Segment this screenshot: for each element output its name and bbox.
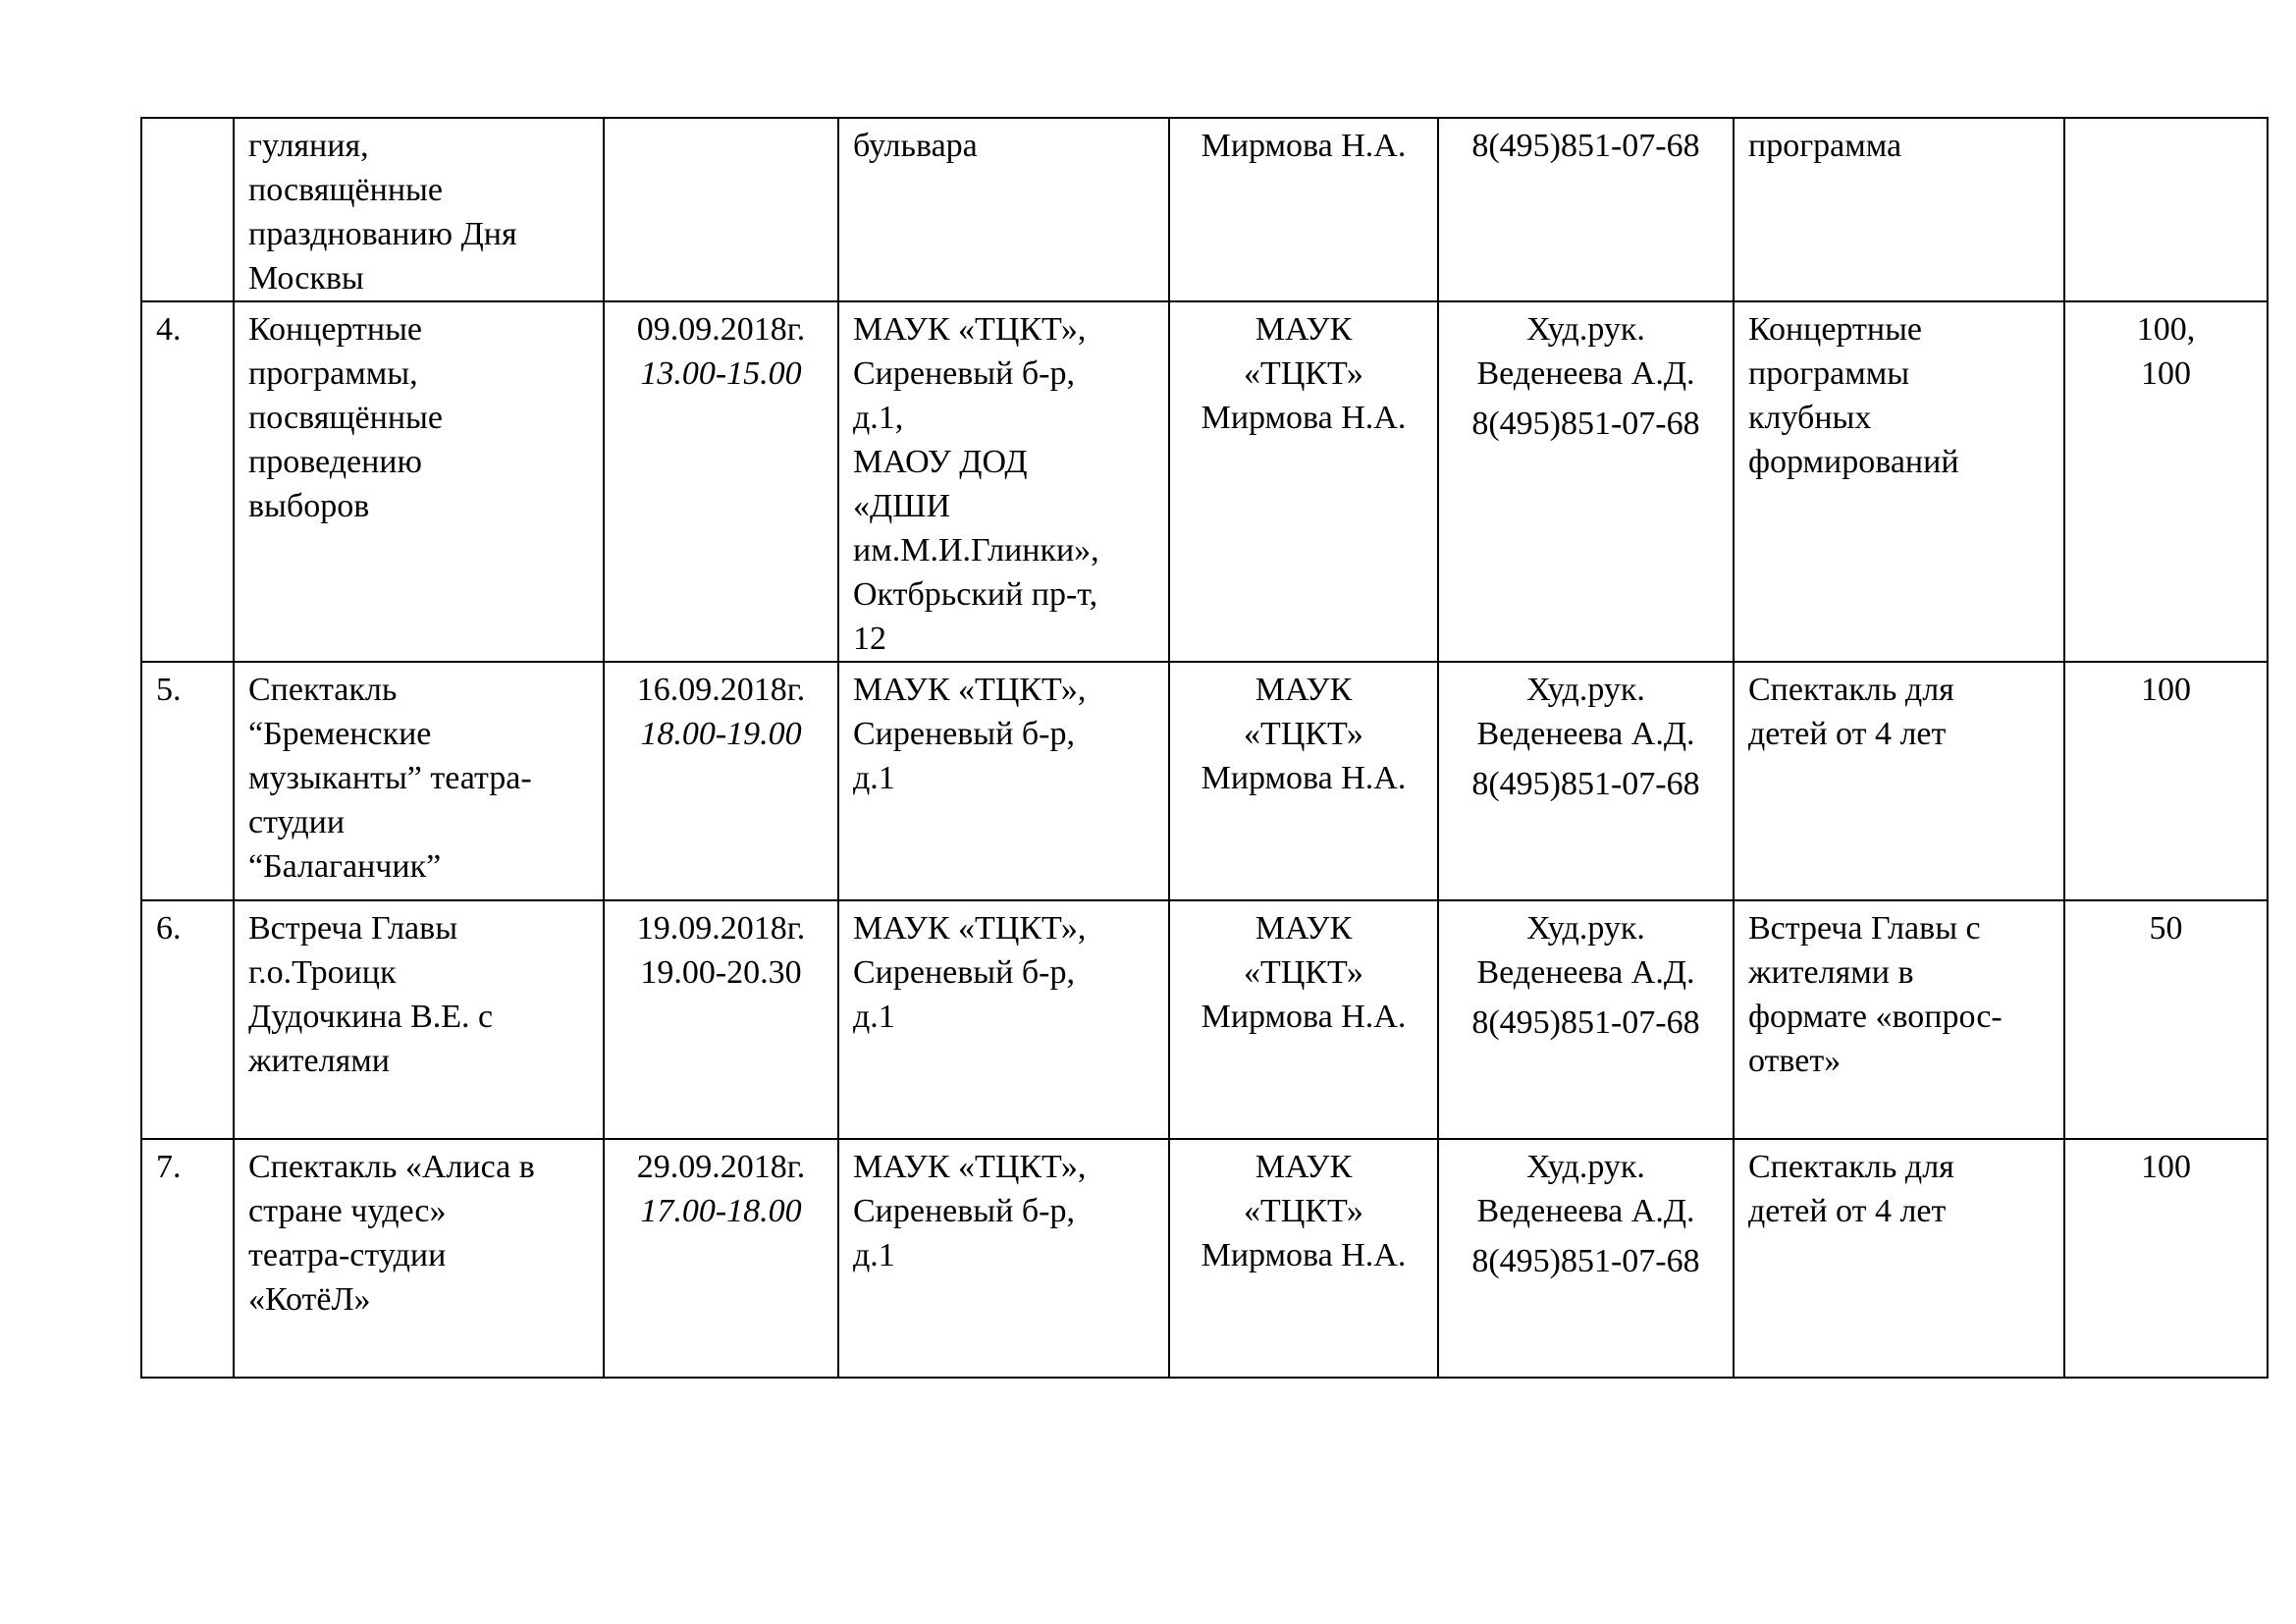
cell-responsible: [1438, 662, 1734, 900]
cell-organizer: [1169, 1139, 1438, 1378]
cell-line: 13.00-15.00: [640, 355, 802, 392]
table-body: [141, 118, 2268, 1378]
cell-line: МАУК: [1255, 1149, 1353, 1185]
cell-date-time: [604, 1139, 838, 1378]
cell-organizer: [1169, 900, 1438, 1139]
cell-line: жителями: [248, 1043, 390, 1079]
cell-event-name: [234, 1139, 604, 1378]
cell-line: Спектакль: [248, 672, 398, 708]
cell-date-time: [604, 662, 838, 900]
cell-line: Спектакль «Алиса в: [248, 1149, 535, 1185]
cell-responsible: [1438, 900, 1734, 1139]
cell-line: Худ.рук.: [1526, 1149, 1645, 1185]
cell-attendance: [2064, 1139, 2268, 1378]
cell-line: Худ.рук.: [1526, 672, 1645, 708]
cell-line: студии: [248, 804, 346, 840]
cell-line: Спектакль для: [1748, 672, 1954, 708]
cell-line: 17.00-18.00: [640, 1193, 802, 1229]
events-table: [140, 117, 2269, 1379]
cell-attendance: [2064, 118, 2268, 301]
cell-line: «ТЦКТ»: [1244, 355, 1363, 392]
table-row: [141, 301, 2268, 662]
cell-line: детей от 4 лет: [1748, 716, 1947, 752]
cell-organizer: [1169, 301, 1438, 662]
cell-line: 100: [2141, 1149, 2191, 1185]
cell-line: театра-студии: [248, 1237, 447, 1273]
cell-line: 50: [2149, 910, 2183, 947]
cell-line: детей от 4 лет: [1748, 1193, 1947, 1229]
cell-line: посвящённые: [248, 172, 443, 208]
cell-line: 29.09.2018г.: [636, 1149, 806, 1185]
cell-line: 16.09.2018г.: [636, 672, 806, 708]
cell-organizer: [1169, 118, 1438, 301]
cell-line: д.1: [853, 999, 895, 1035]
phone-number: 8(495)851-07-68: [1471, 1243, 1700, 1279]
phone-number: 8(495)851-07-68: [1471, 766, 1700, 802]
cell-date-time: [604, 900, 838, 1139]
cell-line: 100,: [2136, 311, 2196, 348]
cell-attendance: [2064, 301, 2268, 662]
cell-description: [1734, 1139, 2064, 1378]
cell-line: жителями в: [1748, 954, 1914, 991]
cell-line: музыканты” театра-: [248, 760, 532, 796]
cell-line: выборов: [248, 488, 370, 524]
cell-date-time: [604, 301, 838, 662]
cell-line: МАУК: [1255, 672, 1353, 708]
cell-line: Мирмова Н.А.: [1201, 128, 1407, 164]
cell-organizer: [1169, 662, 1438, 900]
cell-line: 5.: [156, 672, 182, 708]
cell-line: д.1,: [853, 400, 904, 436]
table-row: [141, 900, 2268, 1139]
cell-line: МАУК «ТЦКТ»,: [853, 1149, 1087, 1185]
cell-venue: [838, 900, 1169, 1139]
cell-line: 09.09.2018г.: [636, 311, 806, 348]
cell-attendance: [2064, 662, 2268, 900]
cell-event-name: [234, 900, 604, 1139]
cell-event-name: [234, 301, 604, 662]
cell-date-time: [604, 118, 838, 301]
cell-responsible: [1438, 301, 1734, 662]
cell-event-name: [234, 662, 604, 900]
cell-line: Сиреневый б-р,: [853, 1193, 1075, 1229]
cell-line: 6.: [156, 910, 182, 947]
cell-line: 100: [2141, 355, 2191, 392]
cell-description: [1734, 301, 2064, 662]
cell-line: Веденеева А.Д.: [1476, 355, 1695, 392]
cell-line: программы,: [248, 355, 418, 392]
cell-line: «ДШИ: [853, 488, 951, 524]
cell-line: Мирмова Н.А.: [1201, 760, 1407, 796]
cell-line: 4.: [156, 311, 182, 348]
cell-line: МАУК: [1255, 910, 1353, 947]
cell-number: [141, 301, 234, 662]
cell-line: МАУК «ТЦКТ»,: [853, 910, 1087, 947]
table-row: [141, 118, 2268, 301]
cell-line: Концертные: [248, 311, 423, 348]
cell-line: проведению: [248, 444, 422, 480]
cell-line: Дудочкина В.Е. с: [248, 999, 494, 1035]
cell-line: Веденеева А.Д.: [1476, 1193, 1695, 1229]
cell-line: бульвара: [853, 128, 978, 164]
cell-line: 100: [2141, 672, 2191, 708]
cell-line: 7.: [156, 1149, 182, 1185]
cell-responsible: [1438, 118, 1734, 301]
cell-line: Мирмова Н.А.: [1201, 1237, 1407, 1273]
cell-line: Встреча Главы: [248, 910, 458, 947]
cell-line: д.1: [853, 1237, 895, 1273]
cell-description: [1734, 900, 2064, 1139]
cell-venue: [838, 662, 1169, 900]
cell-line: «КотёЛ»: [248, 1281, 371, 1318]
cell-line: формирований: [1748, 444, 1959, 480]
cell-line: «ТЦКТ»: [1244, 1193, 1363, 1229]
cell-line: клубных: [1748, 400, 1872, 436]
cell-line: 18.00-19.00: [640, 716, 802, 752]
cell-line: Мирмова Н.А.: [1201, 400, 1407, 436]
cell-line: “Бременские: [248, 716, 432, 752]
cell-number: [141, 118, 234, 301]
cell-line: программы: [1748, 355, 1910, 392]
cell-line: Концертные: [1748, 311, 1923, 348]
cell-line: г.о.Троицк: [248, 954, 397, 991]
cell-line: посвящённые: [248, 400, 443, 436]
cell-line: Сиреневый б-р,: [853, 716, 1075, 752]
cell-line: формате «вопрос-: [1748, 999, 2002, 1035]
table-row: [141, 662, 2268, 900]
cell-line: Веденеева А.Д.: [1476, 954, 1695, 991]
cell-line: МАУК «ТЦКТ»,: [853, 311, 1087, 348]
cell-line: Москвы: [248, 260, 364, 297]
cell-line: ответ»: [1748, 1043, 1842, 1079]
cell-line: «ТЦКТ»: [1244, 716, 1363, 752]
phone-number: 8(495)851-07-68: [1471, 1004, 1700, 1041]
cell-number: [141, 662, 234, 900]
cell-number: [141, 900, 234, 1139]
cell-line: д.1: [853, 760, 895, 796]
cell-line: Сиреневый б-р,: [853, 954, 1075, 991]
cell-line: 12: [853, 621, 886, 657]
cell-line: Спектакль для: [1748, 1149, 1954, 1185]
cell-venue: [838, 301, 1169, 662]
cell-line: Худ.рук.: [1526, 311, 1645, 348]
cell-line: Сиреневый б-р,: [853, 355, 1075, 392]
cell-line: программа: [1748, 128, 1902, 164]
cell-line: стране чудес»: [248, 1193, 447, 1229]
cell-line: Худ.рук.: [1526, 910, 1645, 947]
cell-line: Встреча Главы с: [1748, 910, 1981, 947]
cell-line: Веденеева А.Д.: [1476, 716, 1695, 752]
cell-line: 19.00-20.30: [640, 954, 802, 991]
phone-number: 8(495)851-07-68: [1471, 406, 1700, 442]
cell-line: «ТЦКТ»: [1244, 954, 1363, 991]
cell-line: МАУК «ТЦКТ»,: [853, 672, 1087, 708]
cell-responsible: [1438, 1139, 1734, 1378]
cell-line: Октбрьский пр-т,: [853, 576, 1098, 613]
cell-line: МАУК: [1255, 311, 1353, 348]
cell-number: [141, 1139, 234, 1378]
cell-line: Мирмова Н.А.: [1201, 999, 1407, 1035]
cell-attendance: [2064, 900, 2268, 1139]
cell-line: гуляния,: [248, 128, 369, 164]
table-row: [141, 1139, 2268, 1378]
cell-line: празднованию Дня: [248, 216, 517, 252]
cell-line: им.М.И.Глинки»,: [853, 532, 1099, 568]
cell-description: [1734, 662, 2064, 900]
cell-description: [1734, 118, 2064, 301]
cell-venue: [838, 118, 1169, 301]
cell-line: 19.09.2018г.: [636, 910, 806, 947]
cell-line: МАОУ ДОД: [853, 444, 1028, 480]
cell-event-name: [234, 118, 604, 301]
phone-number: 8(495)851-07-68: [1471, 128, 1700, 164]
cell-line: “Балаганчик”: [248, 848, 442, 885]
cell-venue: [838, 1139, 1169, 1378]
